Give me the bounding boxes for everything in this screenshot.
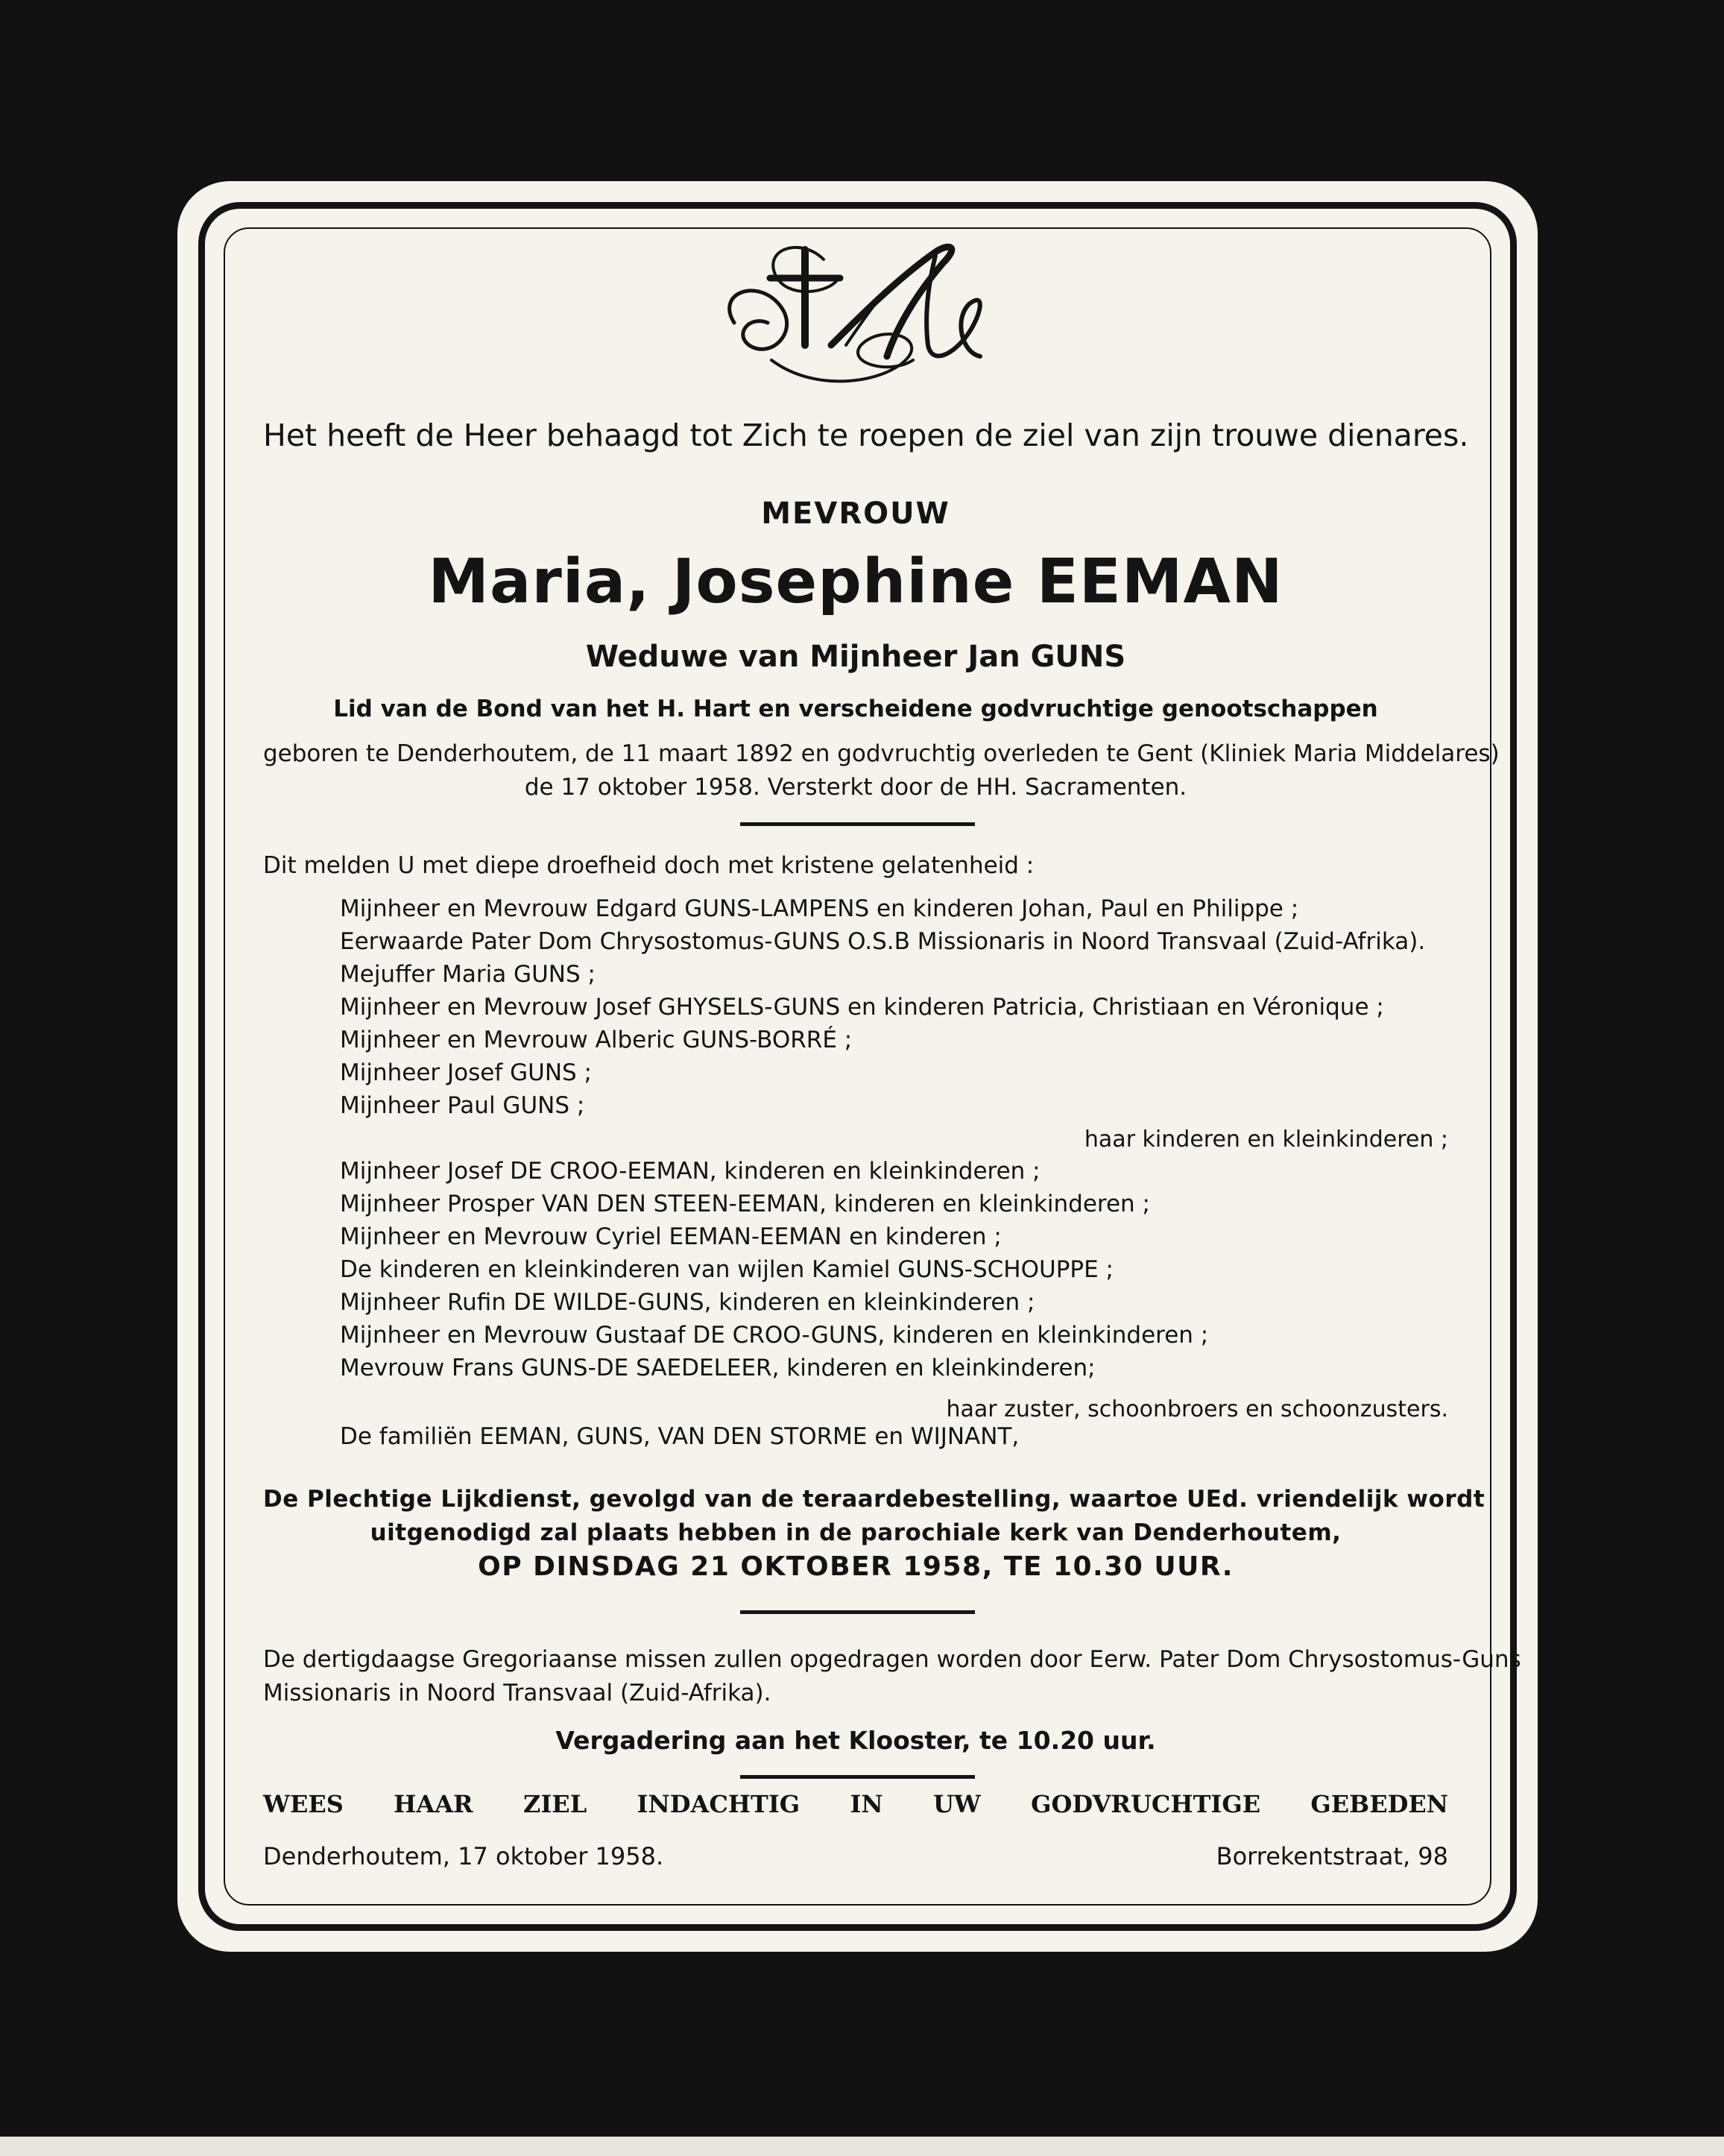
mass-line-1: De dertigdaagse Gregoriaanse missen zullen opgedragen worden door Eerw. Pater Dom Chrysostomus-Guns — [263, 1646, 1521, 1673]
family-entry: Mijnheer en Mevrouw Gustaaf DE CROO-GUNS, kinderen en kleinkinderen ; — [340, 1322, 1209, 1349]
birth-line-1: geboren te Denderhoutem, de 11 maart 1892 en godvruchtig overleden te Gent (Kliniek Maria Middelares) — [263, 740, 1500, 767]
widow-line: Weduwe van Mijnheer Jan GUNS — [585, 640, 1126, 674]
announcement-text: Dit melden U met diepe droefheid doch met kristene gelatenheid : — [263, 852, 1035, 879]
siblings-caption: haar zuster, schoonbroers en schoonzusters. — [946, 1396, 1448, 1422]
prayer-line — [263, 1790, 1448, 1818]
membership-line: Lid van de Bond van het H. Hart en verscheidene godvruchtige genootschappen — [333, 696, 1378, 722]
birth-line-2: de 17 oktober 1958. Versterkt door de HH. Sacramenten. — [524, 774, 1187, 801]
divider-rule — [740, 1610, 975, 1614]
card-content — [263, 233, 1521, 1903]
honorific-title: MEVROUW — [761, 497, 950, 531]
family-entry: Mijnheer en Mevrouw Alberic GUNS-BORRÉ ; — [340, 1027, 853, 1053]
mass-line-2: Missionaris in Noord Transvaal (Zuid-Afrika). — [263, 1680, 771, 1706]
prayer-word: HAAR — [394, 1790, 473, 1818]
prayer-word: INDACHTIG — [637, 1790, 801, 1818]
family-entry: De kinderen en kleinkinderen van wijlen Kamiel GUNS-SCHOUPPE ; — [340, 1256, 1114, 1283]
prayer-word: ZIEL — [522, 1790, 587, 1818]
funeral-line-2: uitgenodigd zal plaats hebben in de parochiale kerk van Denderhoutem, — [370, 1519, 1342, 1546]
family-entry: Mijnheer Josef GUNS ; — [340, 1059, 592, 1086]
footer-place-date: Denderhoutem, 17 oktober 1958. — [263, 1842, 664, 1870]
funeral-line-1: De Plechtige Lijkdienst, gevolgd van de teraardebestelling, waartoe UEd. vriendelijk wordt — [263, 1486, 1485, 1513]
cross-monogram-icon — [712, 233, 1002, 390]
bottom-paper-strip — [0, 2137, 1724, 2156]
family-entry: Mijnheer Rufin DE WILDE-GUNS, kinderen en kleinkinderen ; — [340, 1289, 1035, 1316]
mourning-card — [177, 181, 1538, 1952]
families-line: De familiën EEMAN, GUNS, VAN DEN STORME en WIJNANT, — [340, 1423, 1020, 1450]
family-entry: Mevrouw Frans GUNS-DE SAEDELEER, kinderen en kleinkinderen; — [340, 1355, 1096, 1381]
prayer-word: WEES — [263, 1790, 344, 1818]
family-entry: Mijnheer Prosper VAN DEN STEEN-EEMAN, kinderen en kleinkinderen ; — [340, 1191, 1150, 1217]
family-entry: Eerwaarde Pater Dom Chrysostomus-GUNS O.S.B Missionaris in Noord Transvaal (Zuid-Afrika). — [340, 928, 1426, 955]
divider-rule — [740, 1775, 975, 1779]
funeral-date: OP DINSDAG 21 OKTOBER 1958, TE 10.30 UUR. — [478, 1551, 1234, 1582]
family-entry: Mejuffer Maria GUNS ; — [340, 961, 596, 988]
meeting-line: Vergadering aan het Klooster, te 10.20 uur. — [555, 1726, 1156, 1755]
prayer-word: GEBEDEN — [1310, 1790, 1448, 1818]
prayer-word: IN — [850, 1790, 883, 1818]
divider-rule — [740, 822, 975, 826]
intro-text: Het heeft de Heer behaagd tot Zich te roepen de ziel van zijn trouwe dienares. — [263, 417, 1469, 453]
deceased-name: Maria, Josephine EEMAN — [428, 546, 1283, 617]
family-entry: Mijnheer Josef DE CROO-EEMAN, kinderen en kleinkinderen ; — [340, 1158, 1041, 1185]
family-entry: Mijnheer en Mevrouw Edgard GUNS-LAMPENS en kinderen Johan, Paul en Philippe ; — [340, 895, 1299, 922]
children-caption: haar kinderen en kleinkinderen ; — [1084, 1126, 1448, 1153]
footer-address: Borrekentstraat, 98 — [1216, 1842, 1448, 1870]
prayer-word: UW — [933, 1790, 981, 1818]
family-entry: Mijnheer en Mevrouw Josef GHYSELS-GUNS en kinderen Patricia, Christiaan en Véronique ; — [340, 994, 1384, 1021]
prayer-word: GODVRUCHTIGE — [1031, 1790, 1261, 1818]
family-entry: Mijnheer Paul GUNS ; — [340, 1092, 585, 1119]
family-entry: Mijnheer en Mevrouw Cyriel EEMAN-EEMAN en kinderen ; — [340, 1223, 1002, 1250]
